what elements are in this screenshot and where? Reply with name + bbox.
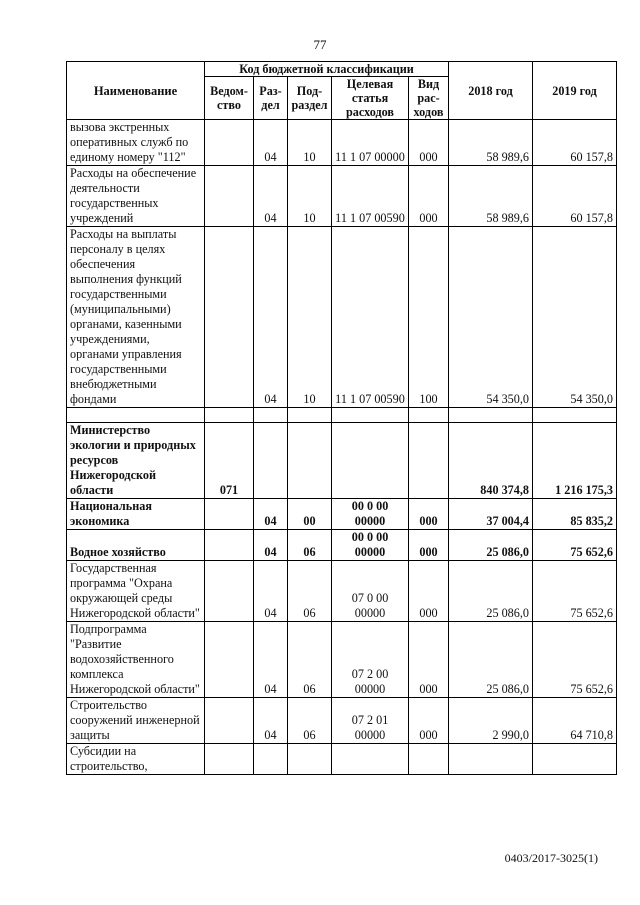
header-razdel: Раз-дел <box>254 77 288 120</box>
row-amount-2018 <box>449 744 533 775</box>
row-amount-2019: 60 157,8 <box>533 120 617 166</box>
table-row <box>67 744 617 775</box>
row-target-article <box>332 744 409 775</box>
table-row <box>67 166 617 227</box>
row-vedomstvo <box>205 499 254 530</box>
row-podrazdel: 06 <box>288 530 332 561</box>
row-name: Национальная экономика <box>67 499 205 530</box>
row-amount-2018: 58 989,6 <box>449 120 533 166</box>
row-expense-type: 000 <box>409 499 449 530</box>
row-name <box>67 408 205 423</box>
header-2018: 2018 год <box>449 62 533 120</box>
table-row <box>67 561 617 622</box>
row-amount-2019: 75 652,6 <box>533 561 617 622</box>
row-target-article: 07 0 00 00000 <box>332 561 409 622</box>
row-target-article <box>332 408 409 423</box>
row-podrazdel: 06 <box>288 698 332 744</box>
row-podrazdel: 10 <box>288 166 332 227</box>
row-razdel: 04 <box>254 120 288 166</box>
row-vedomstvo <box>205 698 254 744</box>
row-vedomstvo <box>205 166 254 227</box>
row-razdel: 04 <box>254 166 288 227</box>
budget-table <box>66 61 617 775</box>
row-vedomstvo <box>205 120 254 166</box>
table-row <box>67 622 617 698</box>
row-amount-2018: 25 086,0 <box>449 561 533 622</box>
row-razdel <box>254 744 288 775</box>
row-podrazdel: 10 <box>288 227 332 408</box>
row-name: Строительство сооружений инженерной защиты <box>67 698 205 744</box>
row-amount-2018: 840 374,8 <box>449 423 533 499</box>
table-row <box>67 408 617 423</box>
table-row <box>67 698 617 744</box>
table-row <box>67 530 617 561</box>
row-target-article: 11 1 07 00590 <box>332 166 409 227</box>
row-amount-2019: 75 652,6 <box>533 530 617 561</box>
row-razdel: 04 <box>254 530 288 561</box>
row-name: Субсидии на строительство, <box>67 744 205 775</box>
row-target-article: 00 0 00 00000 <box>332 499 409 530</box>
header-name: Наименование <box>67 62 205 120</box>
row-target-article <box>332 423 409 499</box>
row-podrazdel: 06 <box>288 622 332 698</box>
row-amount-2019: 60 157,8 <box>533 166 617 227</box>
row-name: Министерство экологии и природных ресурсов Нижегородской области <box>67 423 205 499</box>
row-expense-type: 000 <box>409 622 449 698</box>
row-vedomstvo <box>205 744 254 775</box>
row-podrazdel: 10 <box>288 120 332 166</box>
row-amount-2018: 25 086,0 <box>449 622 533 698</box>
row-target-article: 07 2 00 00000 <box>332 622 409 698</box>
row-amount-2018: 25 086,0 <box>449 530 533 561</box>
row-podrazdel: 06 <box>288 561 332 622</box>
row-expense-type: 000 <box>409 166 449 227</box>
row-amount-2018: 58 989,6 <box>449 166 533 227</box>
row-podrazdel <box>288 423 332 499</box>
row-expense-type <box>409 423 449 499</box>
row-podrazdel: 00 <box>288 499 332 530</box>
row-razdel <box>254 408 288 423</box>
row-expense-type <box>409 744 449 775</box>
row-expense-type: 000 <box>409 561 449 622</box>
header-classification-group: Код бюджетной классификации <box>205 62 449 77</box>
row-amount-2019: 54 350,0 <box>533 227 617 408</box>
row-podrazdel <box>288 744 332 775</box>
row-razdel: 04 <box>254 499 288 530</box>
document-code: 0403/2017-3025(1) <box>504 851 598 865</box>
row-expense-type: 000 <box>409 120 449 166</box>
row-expense-type: 000 <box>409 530 449 561</box>
row-expense-type: 100 <box>409 227 449 408</box>
row-vedomstvo: 071 <box>205 423 254 499</box>
row-razdel: 04 <box>254 698 288 744</box>
header-target-article: Целевая статья расходов <box>332 77 409 120</box>
row-amount-2018: 37 004,4 <box>449 499 533 530</box>
row-name: Расходы на обеспечение деятельности государственных учреждений <box>67 166 205 227</box>
row-name: вызова экстренных оперативных служб по единому номеру "112" <box>67 120 205 166</box>
row-amount-2019 <box>533 408 617 423</box>
row-name: Водное хозяйство <box>67 530 205 561</box>
row-target-article: 11 1 07 00590 <box>332 227 409 408</box>
row-razdel: 04 <box>254 622 288 698</box>
header-podrazdel: Под-раздел <box>288 77 332 120</box>
page-number: 77 <box>313 37 327 52</box>
row-amount-2019: 64 710,8 <box>533 698 617 744</box>
header-vedomstvo: Ведом-ство <box>205 77 254 120</box>
table-body <box>67 120 617 775</box>
row-name: Расходы на выплаты персоналу в целях обеспечения выполнения функций государственными (муниципальными) органами, казенными учреждениями, органами управления государственными внебюджетными фондами <box>67 227 205 408</box>
row-vedomstvo <box>205 622 254 698</box>
row-amount-2018: 54 350,0 <box>449 227 533 408</box>
row-vedomstvo <box>205 530 254 561</box>
row-amount-2019 <box>533 744 617 775</box>
row-vedomstvo <box>205 408 254 423</box>
row-podrazdel <box>288 408 332 423</box>
table-row <box>67 120 617 166</box>
row-target-article: 11 1 07 00000 <box>332 120 409 166</box>
row-razdel: 04 <box>254 227 288 408</box>
row-name: Государственная программа "Охрана окружающей среды Нижегородской области" <box>67 561 205 622</box>
row-amount-2018: 2 990,0 <box>449 698 533 744</box>
row-target-article: 07 2 01 00000 <box>332 698 409 744</box>
row-amount-2019: 85 835,2 <box>533 499 617 530</box>
row-razdel: 04 <box>254 561 288 622</box>
row-target-article: 00 0 00 00000 <box>332 530 409 561</box>
row-expense-type: 000 <box>409 698 449 744</box>
header-expense-type: Вид рас-ходов <box>409 77 449 120</box>
row-expense-type <box>409 408 449 423</box>
row-vedomstvo <box>205 561 254 622</box>
row-vedomstvo <box>205 227 254 408</box>
row-razdel <box>254 423 288 499</box>
row-amount-2018 <box>449 408 533 423</box>
table-header <box>67 62 617 120</box>
row-amount-2019: 75 652,6 <box>533 622 617 698</box>
header-2019: 2019 год <box>533 62 617 120</box>
table-row <box>67 423 617 499</box>
row-amount-2019: 1 216 175,3 <box>533 423 617 499</box>
table-row <box>67 227 617 408</box>
row-name: Подпрограмма "Развитие водохозяйственного комплекса Нижегородской области" <box>67 622 205 698</box>
table-row <box>67 499 617 530</box>
